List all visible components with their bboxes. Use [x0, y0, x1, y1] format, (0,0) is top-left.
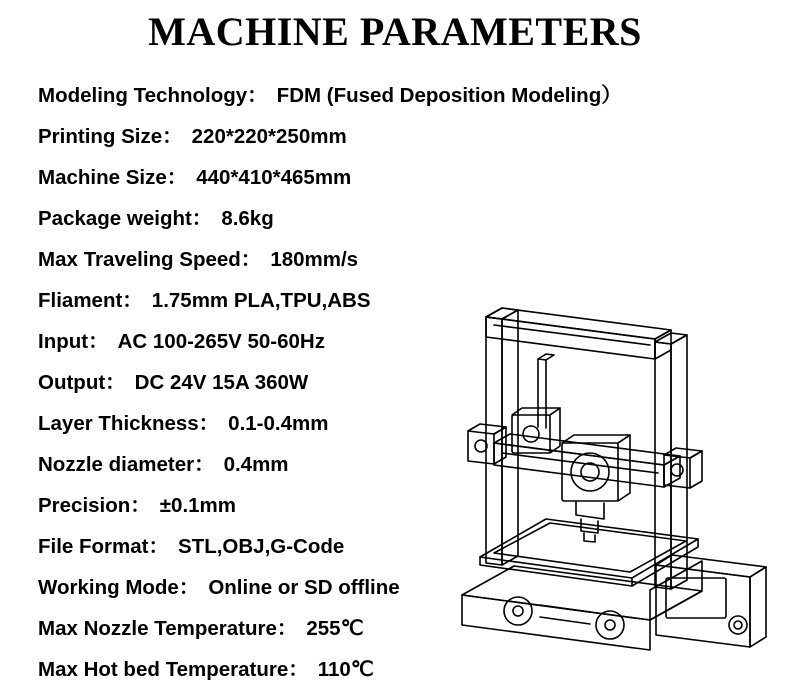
spec-value: 1.75mm PLA,TPU,ABS	[151, 289, 371, 312]
spec-value: 220*220*250mm	[191, 125, 347, 148]
printer-illustration	[450, 295, 780, 665]
spec-row	[38, 321, 508, 362]
spec-label: Fliament：	[38, 289, 143, 312]
spec-row	[38, 649, 508, 690]
spec-label: Output：	[38, 371, 126, 394]
spec-value: 8.6kg	[221, 207, 274, 230]
spec-row	[38, 280, 508, 321]
spec-label: Package weight：	[38, 207, 213, 230]
spec-label: File Format：	[38, 535, 169, 558]
spec-label: Machine Size：	[38, 166, 188, 189]
spec-row	[38, 567, 508, 608]
spec-row	[38, 75, 622, 116]
spec-value: AC 100-265V 50-60Hz	[117, 330, 325, 353]
spec-value: STL,OBJ,G-Code	[178, 535, 345, 558]
spec-label: Max Nozzle Temperature：	[38, 617, 298, 640]
spec-row	[38, 608, 508, 649]
spec-value: DC 24V 15A 360W	[134, 371, 309, 394]
spec-label: Precision：	[38, 494, 151, 517]
spec-row	[38, 116, 508, 157]
spec-value: 255℃	[306, 617, 364, 640]
spec-label: Input：	[38, 330, 109, 353]
spec-row	[38, 403, 508, 444]
spec-row	[38, 485, 508, 526]
spec-row	[38, 239, 508, 280]
spec-label: Modeling Technology：	[38, 84, 268, 107]
spec-label: Working Mode：	[38, 576, 200, 599]
spec-value: 0.1-0.4mm	[228, 412, 329, 435]
spec-label: Printing Size：	[38, 125, 183, 148]
spec-label: Max Hot bed Temperature：	[38, 658, 309, 681]
spec-value: Online or SD offline	[208, 576, 400, 599]
spec-label: Layer Thickness：	[38, 412, 220, 435]
spec-value: 180mm/s	[270, 248, 359, 271]
spec-label: Nozzle diameter：	[38, 453, 215, 476]
spec-row	[38, 444, 508, 485]
spec-list	[38, 75, 622, 690]
spec-value: 0.4mm	[223, 453, 289, 476]
spec-row	[38, 362, 508, 403]
spec-row	[38, 157, 508, 198]
spec-value: 440*410*465mm	[196, 166, 352, 189]
spec-row	[38, 526, 508, 567]
page-title: MACHINE PARAMETERS	[148, 9, 642, 54]
spec-row	[38, 198, 508, 239]
spec-label: Max Traveling Speed：	[38, 248, 262, 271]
x-axis-beam	[494, 434, 680, 487]
spec-value: FDM (Fused Deposition Modeling）	[276, 84, 622, 107]
gantry-beam	[486, 308, 671, 359]
control-screen	[656, 555, 766, 647]
spec-value: 110℃	[317, 658, 374, 681]
spec-value: ±0.1mm	[159, 494, 237, 517]
z-rod	[538, 354, 554, 428]
